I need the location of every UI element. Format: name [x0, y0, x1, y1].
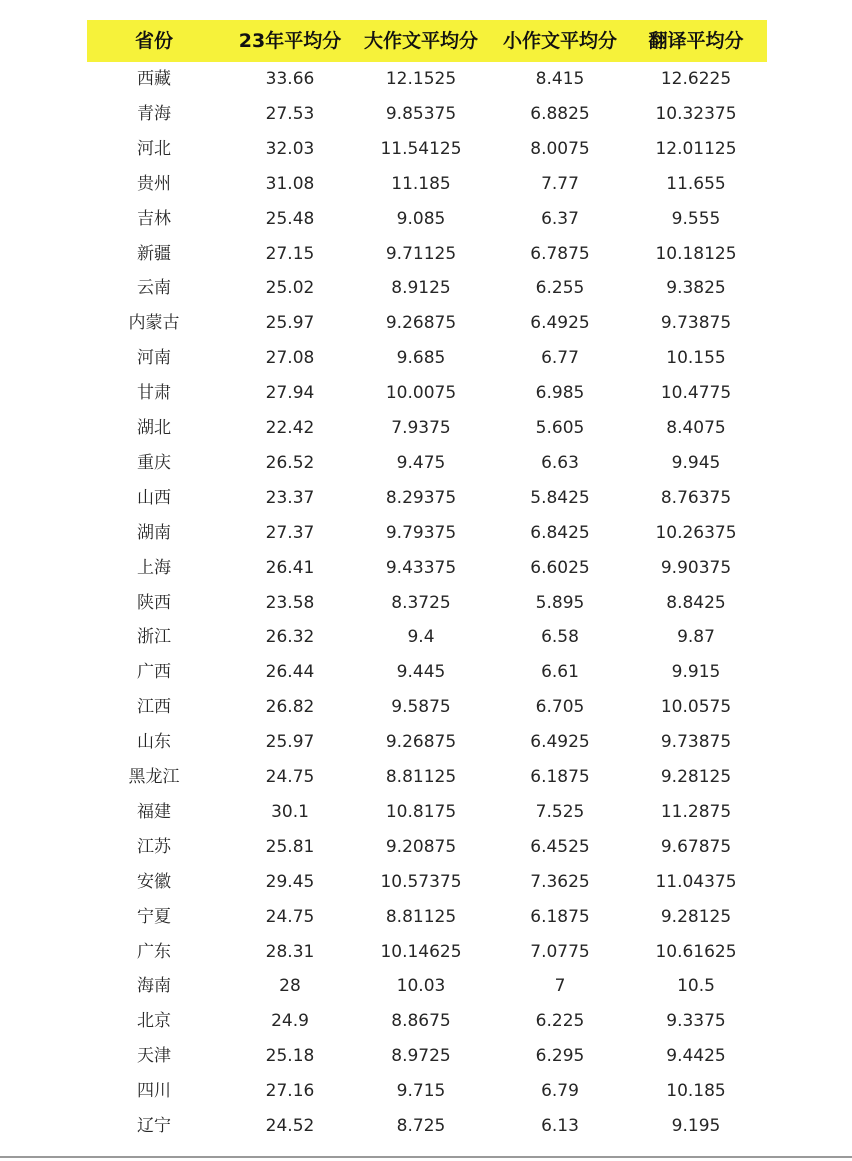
- cell-short-essay-average: 6.4525: [530, 836, 590, 857]
- cell-province: 福建: [137, 801, 171, 822]
- cell-essay-average: 9.71125: [385, 243, 457, 264]
- table-header-bar: [87, 20, 767, 62]
- cell-province: 重庆: [137, 452, 171, 473]
- cell-essay-average: 9.26875: [385, 732, 457, 753]
- cell-translation-average: 9.4425: [666, 1046, 726, 1067]
- cell-essay-average: 9.79375: [385, 522, 457, 543]
- header-short-essay-average: 小作文平均分: [502, 30, 618, 52]
- cell-short-essay-average: 6.7875: [530, 243, 590, 264]
- cell-essay-average: 10.57375: [380, 871, 462, 892]
- cell-province: 海南: [137, 976, 171, 997]
- cell-province: 青海: [137, 103, 171, 124]
- cell-short-essay-average: 6.4925: [530, 313, 590, 334]
- cell-short-essay-average: 6.61: [541, 662, 579, 683]
- cell-province: 陕西: [137, 592, 171, 613]
- cell-short-essay-average: 7.525: [535, 801, 585, 822]
- table-row: [0, 132, 852, 166]
- table-row: [0, 167, 852, 201]
- cell-2023-average: 31.08: [265, 173, 315, 194]
- cell-short-essay-average: 7: [554, 976, 566, 997]
- cell-short-essay-average: 6.225: [535, 1011, 585, 1032]
- cell-translation-average: 10.185: [666, 1081, 726, 1102]
- cell-2023-average: 26.44: [265, 662, 315, 683]
- cell-short-essay-average: 8.0075: [530, 138, 590, 159]
- cell-essay-average: 8.8675: [391, 1011, 451, 1032]
- cell-2023-average: 24.75: [265, 906, 315, 927]
- cell-short-essay-average: 6.4925: [530, 732, 590, 753]
- table-row: [0, 655, 852, 689]
- cell-short-essay-average: 6.37: [541, 208, 579, 229]
- cell-province: 辽宁: [137, 1116, 171, 1136]
- cell-short-essay-average: 6.705: [535, 697, 585, 718]
- table-row: [0, 481, 852, 515]
- table-row: [0, 1004, 852, 1038]
- cell-essay-average: 9.685: [396, 348, 446, 369]
- cell-2023-average: 25.18: [265, 1046, 315, 1067]
- cell-translation-average: 10.32375: [655, 103, 737, 124]
- cell-translation-average: 9.73875: [660, 313, 732, 334]
- cell-2023-average: 25.97: [265, 732, 315, 753]
- cell-2023-average: 26.82: [265, 697, 315, 718]
- table-row: [0, 935, 852, 969]
- cell-essay-average: 9.715: [396, 1081, 446, 1102]
- header-translation-average: 翻译平均分: [648, 30, 744, 52]
- table-row: [0, 446, 852, 480]
- cell-2023-average: 28.31: [265, 941, 315, 962]
- cell-2023-average: 24.9: [271, 1011, 309, 1032]
- cell-translation-average: 8.4075: [666, 418, 726, 438]
- table-row: [0, 830, 852, 864]
- cell-essay-average: 9.475: [396, 452, 446, 473]
- cell-2023-average: 25.81: [265, 836, 315, 857]
- cell-2023-average: 24.52: [265, 1116, 315, 1136]
- table-row: [0, 969, 852, 1003]
- cell-essay-average: 9.20875: [385, 836, 457, 857]
- cell-essay-average: 8.3725: [391, 592, 451, 613]
- table-row: [0, 586, 852, 620]
- cell-province: 西藏: [137, 69, 171, 89]
- cell-translation-average: 8.76375: [660, 487, 732, 508]
- cell-essay-average: 8.9725: [391, 1046, 451, 1067]
- cell-province: 广东: [137, 941, 171, 962]
- cell-2023-average: 26.32: [265, 627, 315, 648]
- cell-province: 北京: [137, 1011, 171, 1032]
- cell-province: 山西: [137, 487, 171, 508]
- table-row: [0, 690, 852, 724]
- table-row: [0, 62, 852, 96]
- cell-essay-average: 8.81125: [385, 906, 457, 927]
- cell-essay-average: 9.5875: [391, 697, 451, 718]
- cell-short-essay-average: 6.1875: [530, 906, 590, 927]
- cell-essay-average: 8.9125: [391, 278, 451, 299]
- cell-translation-average: 9.67875: [660, 836, 732, 857]
- cell-2023-average: 27.16: [265, 1081, 315, 1102]
- cell-2023-average: 26.52: [265, 452, 315, 473]
- cell-province: 河南: [137, 348, 171, 369]
- cell-short-essay-average: 6.77: [541, 348, 579, 369]
- cell-province: 山东: [137, 732, 171, 753]
- cell-translation-average: 10.18125: [655, 243, 737, 264]
- cell-short-essay-average: 8.415: [535, 69, 585, 89]
- cell-essay-average: 10.0075: [385, 383, 457, 404]
- cell-translation-average: 8.8425: [666, 592, 726, 613]
- cell-province: 湖北: [137, 418, 171, 438]
- cell-essay-average: 8.81125: [385, 767, 457, 787]
- cell-short-essay-average: 6.79: [541, 1081, 579, 1102]
- cell-essay-average: 7.9375: [391, 418, 451, 438]
- cell-short-essay-average: 6.8425: [530, 522, 590, 543]
- cell-2023-average: 27.53: [265, 103, 315, 124]
- cell-essay-average: 9.4: [407, 627, 435, 648]
- cell-province: 宁夏: [137, 906, 171, 927]
- cell-essay-average: 9.445: [396, 662, 446, 683]
- table-row: [0, 202, 852, 236]
- cell-translation-average: 10.5: [677, 976, 715, 997]
- cell-essay-average: 11.54125: [380, 138, 462, 159]
- cell-province: 吉林: [137, 208, 171, 229]
- cell-2023-average: 27.08: [265, 348, 315, 369]
- table-row: [0, 306, 852, 340]
- table-row: [0, 900, 852, 934]
- cell-2023-average: 28: [279, 976, 301, 997]
- cell-translation-average: 9.3375: [666, 1011, 726, 1032]
- cell-2023-average: 27.94: [265, 383, 315, 404]
- table-row: [0, 97, 852, 131]
- cell-2023-average: 30.1: [271, 801, 309, 822]
- cell-province: 天津: [137, 1046, 171, 1067]
- header-essay-average: 大作文平均分: [363, 30, 479, 52]
- cell-translation-average: 10.26375: [655, 522, 737, 543]
- cell-translation-average: 10.155: [666, 348, 726, 369]
- cell-2023-average: 25.48: [265, 208, 315, 229]
- cell-short-essay-average: 7.77: [541, 173, 579, 194]
- cell-province: 四川: [137, 1081, 171, 1102]
- cell-essay-average: 8.725: [396, 1116, 446, 1136]
- cell-2023-average: 23.58: [265, 592, 315, 613]
- cell-2023-average: 32.03: [265, 138, 315, 159]
- cell-short-essay-average: 7.0775: [530, 941, 590, 962]
- cell-essay-average: 10.14625: [380, 941, 462, 962]
- cell-essay-average: 9.26875: [385, 313, 457, 334]
- cell-short-essay-average: 6.6025: [530, 557, 590, 578]
- cell-translation-average: 10.61625: [655, 941, 737, 962]
- cell-translation-average: 11.655: [666, 173, 726, 194]
- cell-2023-average: 25.97: [265, 313, 315, 334]
- cell-translation-average: 9.90375: [660, 557, 732, 578]
- cell-2023-average: 33.66: [265, 69, 315, 89]
- cell-translation-average: 9.87: [677, 627, 715, 648]
- cell-translation-average: 9.28125: [660, 906, 732, 927]
- table-row: [0, 795, 852, 829]
- cell-province: 新疆: [137, 243, 171, 264]
- cell-province: 河北: [137, 138, 171, 159]
- cell-province: 黑龙江: [128, 767, 180, 787]
- table-row: [0, 376, 852, 410]
- header-province: 省份: [134, 30, 174, 52]
- cell-short-essay-average: 5.8425: [530, 487, 590, 508]
- cell-short-essay-average: 6.8825: [530, 103, 590, 124]
- cell-essay-average: 10.03: [396, 976, 446, 997]
- cell-province: 甘肃: [137, 383, 171, 404]
- table-row: [0, 271, 852, 305]
- cell-essay-average: 11.185: [391, 173, 451, 194]
- cell-province: 云南: [137, 278, 171, 299]
- cell-short-essay-average: 6.1875: [530, 767, 590, 787]
- table-row: [0, 1074, 852, 1108]
- cell-translation-average: 11.04375: [655, 871, 737, 892]
- table-row: [0, 725, 852, 759]
- cell-essay-average: 9.85375: [385, 103, 457, 124]
- cell-translation-average: 9.195: [671, 1116, 721, 1136]
- table-row: [0, 760, 852, 794]
- table-row: [0, 865, 852, 899]
- table-row: [0, 411, 852, 445]
- cell-short-essay-average: 5.605: [535, 418, 585, 438]
- cell-translation-average: 10.0575: [660, 697, 732, 718]
- cell-translation-average: 12.6225: [660, 69, 732, 89]
- cell-translation-average: 9.555: [671, 208, 721, 229]
- cell-translation-average: 9.28125: [660, 767, 732, 787]
- cell-province: 江西: [137, 697, 171, 718]
- cell-province: 江苏: [137, 836, 171, 857]
- cell-essay-average: 8.29375: [385, 487, 457, 508]
- cell-2023-average: 23.37: [265, 487, 315, 508]
- cell-province: 贵州: [137, 173, 171, 194]
- header-2023-average: 23年平均分: [238, 30, 342, 52]
- cell-essay-average: 10.8175: [385, 801, 457, 822]
- cell-translation-average: 12.01125: [655, 138, 737, 159]
- cell-translation-average: 9.73875: [660, 732, 732, 753]
- cell-province: 上海: [137, 557, 171, 578]
- cell-province: 广西: [137, 662, 171, 683]
- cell-translation-average: 9.3825: [666, 278, 726, 299]
- cell-essay-average: 12.1525: [385, 69, 457, 89]
- bottom-divider: [0, 1156, 852, 1158]
- table-row: [0, 1109, 852, 1143]
- cell-translation-average: 11.2875: [660, 801, 732, 822]
- cell-province: 安徽: [137, 871, 171, 892]
- table-row: [0, 341, 852, 375]
- cell-essay-average: 9.43375: [385, 557, 457, 578]
- cell-short-essay-average: 7.3625: [530, 871, 590, 892]
- cell-translation-average: 10.4775: [660, 383, 732, 404]
- cell-short-essay-average: 5.895: [535, 592, 585, 613]
- cell-translation-average: 9.945: [671, 452, 721, 473]
- cell-short-essay-average: 6.58: [541, 627, 579, 648]
- cell-province: 内蒙古: [128, 313, 180, 334]
- cell-2023-average: 29.45: [265, 871, 315, 892]
- cell-2023-average: 22.42: [265, 418, 315, 438]
- cell-2023-average: 26.41: [265, 557, 315, 578]
- cell-short-essay-average: 6.255: [535, 278, 585, 299]
- cell-province: 湖南: [137, 522, 171, 543]
- cell-short-essay-average: 6.295: [535, 1046, 585, 1067]
- cell-2023-average: 25.02: [265, 278, 315, 299]
- table-row: [0, 516, 852, 550]
- cell-translation-average: 9.915: [671, 662, 721, 683]
- table-row: [0, 551, 852, 585]
- cell-short-essay-average: 6.985: [535, 383, 585, 404]
- cell-short-essay-average: 6.13: [541, 1116, 579, 1136]
- cell-2023-average: 24.75: [265, 767, 315, 787]
- cell-essay-average: 9.085: [396, 208, 446, 229]
- cell-short-essay-average: 6.63: [541, 452, 579, 473]
- table-row: [0, 237, 852, 271]
- cell-2023-average: 27.15: [265, 243, 315, 264]
- cell-2023-average: 27.37: [265, 522, 315, 543]
- table-row: [0, 1039, 852, 1073]
- table-row: [0, 620, 852, 654]
- cell-province: 浙江: [137, 627, 171, 648]
